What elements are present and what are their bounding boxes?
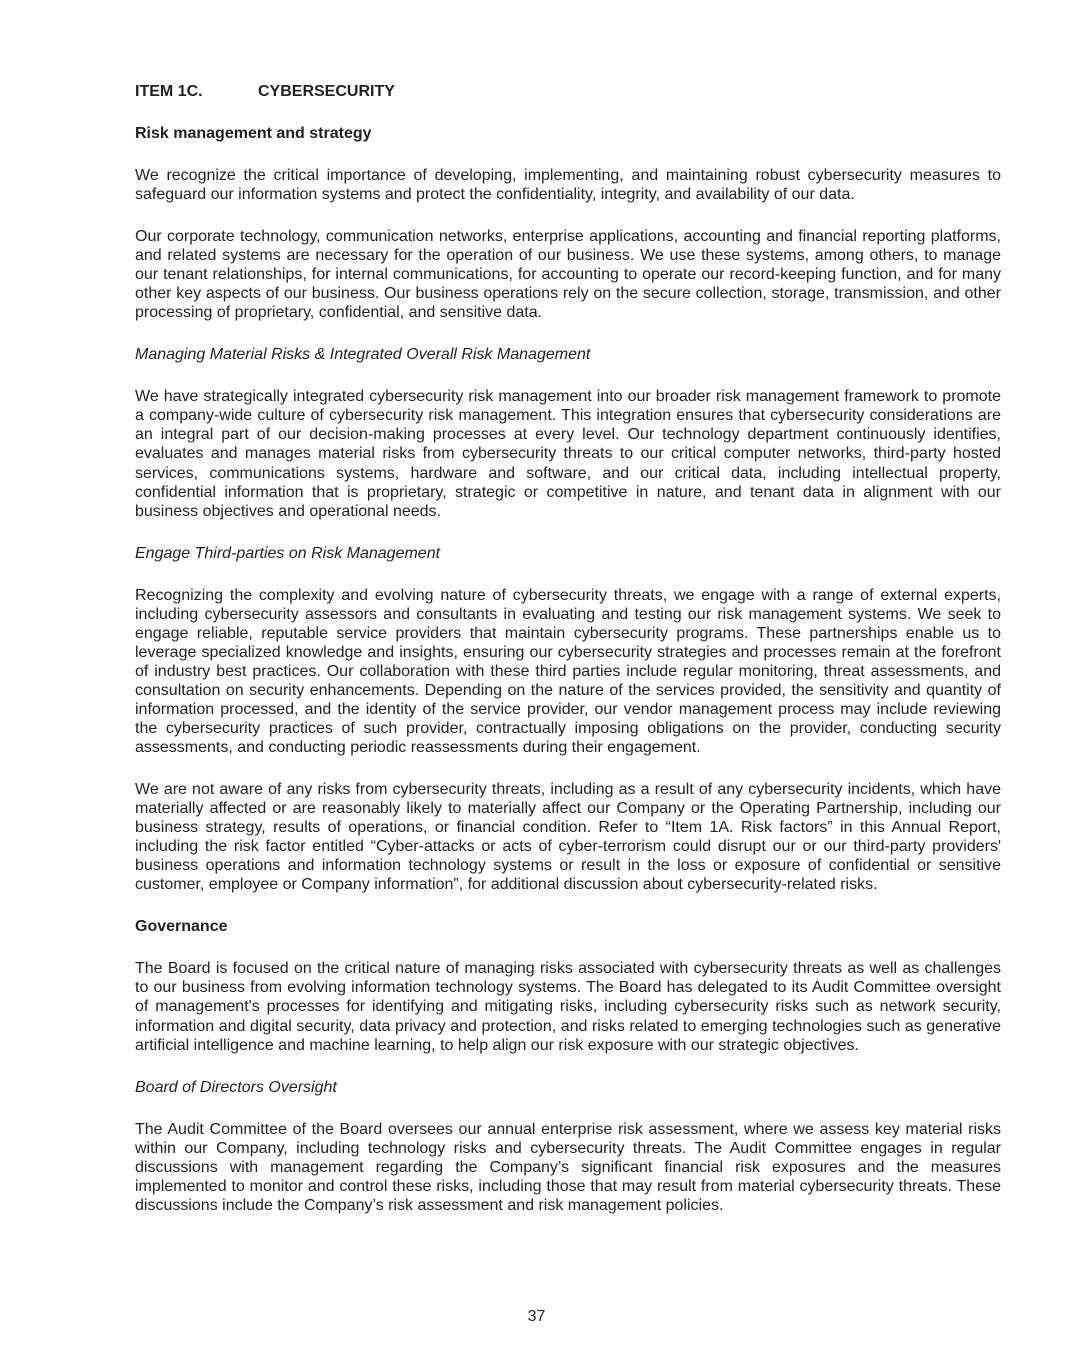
- paragraph-board-focus: The Board is focused on the critical nature of managing risks associated with cybersecurity threats as well as challenges to our business from evolving information technology systems. The Board has delegated to its Audit Committee oversight of management's processes for identifying and mitigating risks, including cybersecurity risks such as network security, information and digital security, data privacy and protection, and risks related to emerging technologies such as generative artificial intelligence and machine learning, to help align our risk exposure with our strategic objectives.: [135, 960, 1001, 1054]
- document-page: [135, 82, 1001, 1238]
- item-heading: [135, 82, 1001, 101]
- section-heading-governance: Governance: [135, 918, 228, 936]
- paragraph-no-material-risks: We are not aware of any risks from cybersecurity threats, including as a result of any cybersecurity incidents, which have materially affected or are reasonably likely to materially affect our Company or the Operating Partnership, including our business strategy, results of operations, or financial condition. Refer to “Item 1A. Risk factors” in this Annual Report, including the risk factor entitled “Cyber-attacks or acts of cyber-terrorism could disrupt our or our third-party providers' business operations and information technology systems or result in the loss or exposure of confidential or sensitive customer, employee or Company information”, for additional discussion about cybersecurity-related risks.: [135, 781, 1001, 894]
- subheading-third-parties: Engage Third-parties on Risk Management: [135, 544, 441, 562]
- paragraph-audit-committee: The Audit Committee of the Board oversees our annual enterprise risk assessment, where we assess key material risks within our Company, including technology risks and cybersecurity threats. The Audit Committee engages in regular discussions with management regarding the Company’s significant financial risk exposures and the measures implemented to monitor and control these risks, including those that may result from material cybersecurity threats. These discussions include the Company’s risk assessment and risk management policies.: [135, 1120, 1001, 1214]
- item-title: CYBERSECURITY: [258, 83, 395, 100]
- subheading-board-oversight: Board of Directors Oversight: [135, 1078, 337, 1096]
- paragraph-integrated-risk: We have strategically integrated cybersecurity risk management into our broader risk management framework to promote a company-wide culture of cybersecurity risk management. This integration ensures that cybersecurity considerations are an integral part of our decision-making processes at every level. Our technology department continuously identifies, evaluates and manages material risks from cybersecurity threats to our critical computer networks, third-party hosted services, communications systems, hardware and software, and our critical data, including intellectual property, confidential information that is proprietary, strategic or competitive in nature, and tenant data in alignment with our business objectives and operational needs.: [135, 388, 1001, 520]
- paragraph-intro: We recognize the critical importance of developing, implementing, and maintaining robust cybersecurity measures to safeguard our information systems and protect the confidentiality, integrity, and availability of our data.: [135, 167, 1001, 204]
- paragraph-third-parties: Recognizing the complexity and evolving nature of cybersecurity threats, we engage with a range of external experts, including cybersecurity assessors and consultants in evaluating and testing our risk management systems. We seek to engage reliable, reputable service providers that maintain cybersecurity programs. These partnerships enable us to leverage specialized knowledge and insights, ensuring our cybersecurity strategies and processes remain at the forefront of industry best practices. Our collaboration with these third parties include regular monitoring, threat assessments, and consultation on security enhancements. Depending on the nature of the services provided, the sensitivity and quantity of information processed, and the identity of the service provider, our vendor management process may include reviewing the cybersecurity practices of such provider, contractually imposing obligations on the provider, conducting security assessments, and conducting periodic reassessments during their engagement.: [135, 586, 1001, 757]
- paragraph-corporate-technology: Our corporate technology, communication networks, enterprise applications, accounting and financial reporting platforms, and related systems are necessary for the operation of our business. We use these systems, among others, to manage our tenant relationships, for internal communications, for accounting to operate our record-keeping function, and for many other key aspects of our business. Our business operations rely on the secure collection, storage, transmission, and other processing of proprietary, confidential, and sensitive data.: [135, 228, 1001, 322]
- section-heading-risk-management: Risk management and strategy: [135, 125, 372, 142]
- page-number: 37: [527, 1308, 546, 1325]
- item-number: ITEM 1C.: [135, 83, 203, 100]
- subheading-managing-material-risks: Managing Material Risks & Integrated Overall Risk Management: [135, 346, 591, 364]
